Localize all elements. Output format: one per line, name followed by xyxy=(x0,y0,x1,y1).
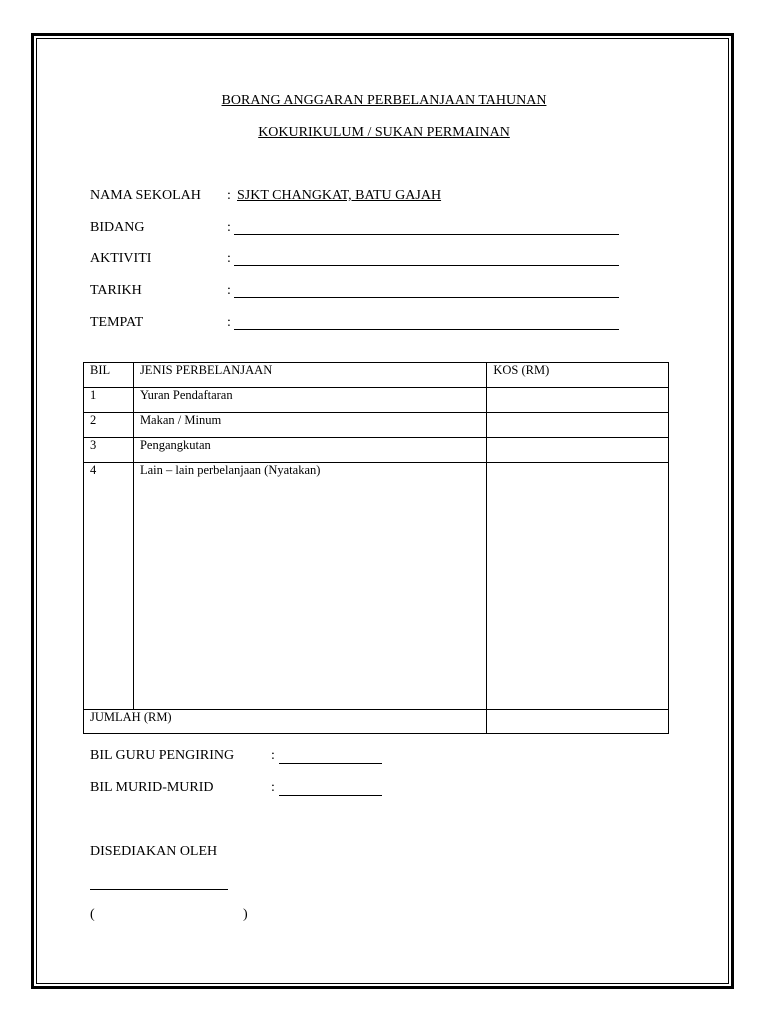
field-colon: : xyxy=(227,315,231,330)
form-subtitle: KOKURIKULUM / SUKAN PERMAINAN xyxy=(258,125,510,140)
guru-label: BIL GURU PENGIRING xyxy=(90,748,235,763)
expense-table xyxy=(83,362,669,734)
header-jenis: JENIS PERBELANJAAN xyxy=(133,363,486,388)
cell-bil: 1 xyxy=(84,388,134,413)
field-blank-line[interactable] xyxy=(234,297,619,298)
field-blank-line[interactable] xyxy=(234,265,619,266)
field-label: AKTIVITI xyxy=(90,251,152,266)
cell-jenis: Lain – lain perbelanjaan (Nyatakan) xyxy=(133,463,486,710)
field-label: BIDANG xyxy=(90,220,145,235)
form-title: BORANG ANGGARAN PERBELANJAAN TAHUNAN xyxy=(221,93,547,108)
field-colon: : xyxy=(227,251,231,266)
table-total-row xyxy=(84,710,669,734)
guru-blank-line[interactable] xyxy=(279,763,382,764)
field-label: TEMPAT xyxy=(90,315,144,330)
field-value[interactable]: SJKT CHANGKAT, BATU GAJAH xyxy=(237,188,442,203)
cell-kos[interactable] xyxy=(487,463,669,710)
name-paren-open: ( xyxy=(90,907,95,922)
cell-bil: 2 xyxy=(84,413,134,438)
table-row xyxy=(84,388,669,413)
field-blank-line[interactable] xyxy=(234,329,619,330)
table-row xyxy=(84,413,669,438)
cell-jenis: Makan / Minum xyxy=(133,413,486,438)
murid-label: BIL MURID-MURID xyxy=(90,780,214,795)
field-label: NAMA SEKOLAH xyxy=(90,188,201,203)
header-bil: BIL xyxy=(84,363,134,388)
cell-kos[interactable] xyxy=(487,413,669,438)
name-paren-close: ) xyxy=(243,907,248,922)
table-row xyxy=(84,463,669,710)
field-colon: : xyxy=(227,188,231,203)
field-blank-line[interactable] xyxy=(234,234,619,235)
field-colon: : xyxy=(227,283,231,298)
cell-kos[interactable] xyxy=(487,388,669,413)
table-header-row xyxy=(84,363,669,388)
cell-bil: 3 xyxy=(84,438,134,463)
total-label: JUMLAH (RM) xyxy=(84,710,487,734)
cell-bil: 4 xyxy=(84,463,134,710)
cell-jenis: Pengangkutan xyxy=(133,438,486,463)
signature-line[interactable] xyxy=(90,889,228,890)
cell-jenis: Yuran Pendaftaran xyxy=(133,388,486,413)
header-kos: KOS (RM) xyxy=(487,363,669,388)
murid-colon: : xyxy=(271,780,275,795)
field-colon: : xyxy=(227,220,231,235)
murid-blank-line[interactable] xyxy=(279,795,382,796)
cell-kos[interactable] xyxy=(487,438,669,463)
total-value[interactable] xyxy=(487,710,669,734)
prepared-by-label: DISEDIAKAN OLEH xyxy=(90,844,218,859)
field-label: TARIKH xyxy=(90,283,142,298)
guru-colon: : xyxy=(271,748,275,763)
table-row xyxy=(84,438,669,463)
